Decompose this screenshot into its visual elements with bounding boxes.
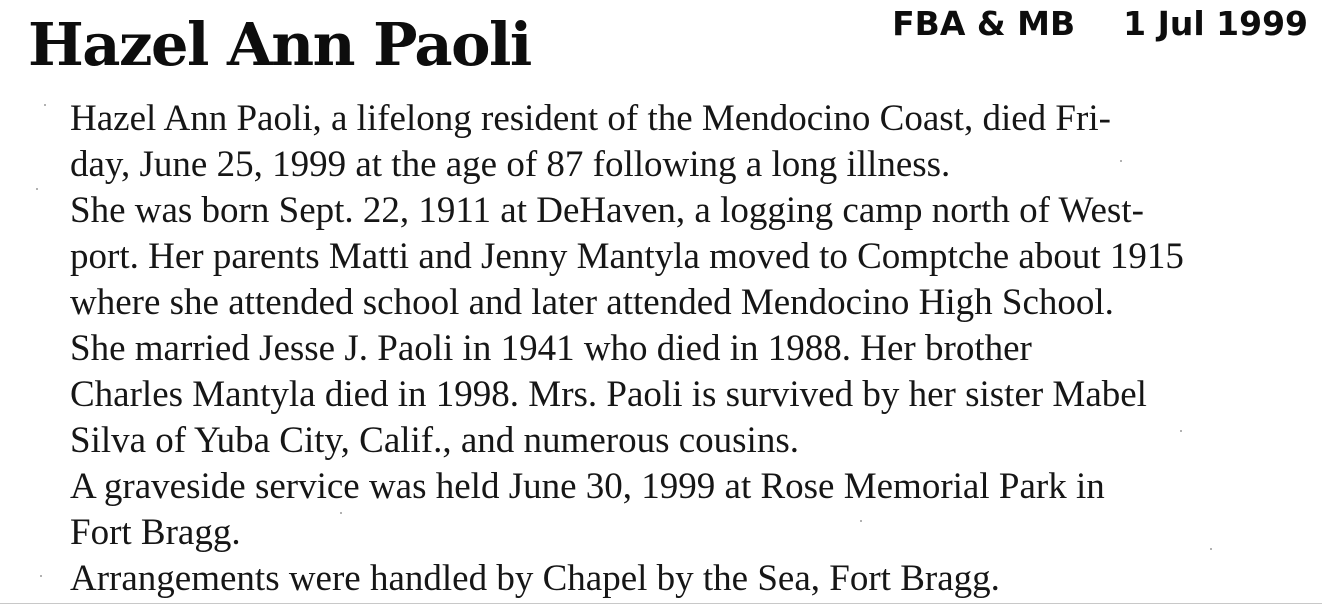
source-label: FBA & MB [892,4,1076,43]
text-line: A graveside service was held June 30, 1999 at Rose Memorial Park in [70,466,1105,507]
text-line: She was born Sept. 22, 1911 at DeHaven, a logging camp north of West- [70,190,1144,231]
paragraph-arrangements [30,556,1280,602]
handwritten-annotation [892,4,1308,44]
text-line: day, June 25, 1999 at the age of 87 following a long illness. [70,144,951,185]
text-line: port. Her parents Matti and Jenny Mantyla moved to Comptche about 1915 [70,236,1184,277]
scan-speck [340,512,342,514]
scan-speck [40,575,42,577]
text-line: Fort Bragg. [70,512,241,553]
clipping-edge [0,603,1322,604]
headline: Hazel Ann Paoli [28,10,531,79]
text-line: Arrangements were handled by Chapel by the Sea, Fort Bragg. [70,558,1000,599]
scan-speck [1210,548,1212,550]
text-line: Charles Mantyla died in 1998. Mrs. Paoli is survived by her sister Mabel [70,374,1147,415]
paragraph-family [30,326,1280,464]
obituary-body [30,96,1280,602]
text-line: She married Jesse J. Paoli in 1941 who died in 1988. Her brother [70,328,1032,369]
date-label: 1 Jul 1999 [1123,4,1308,43]
paragraph-birth [30,188,1280,326]
scan-speck [1120,160,1122,162]
text-line: Silva of Yuba City, Calif., and numerous cousins. [70,420,799,461]
text-line: where she attended school and later attended Mendocino High School. [70,282,1114,323]
scan-speck [1180,430,1182,432]
scan-speck [860,520,862,522]
paragraph-service [30,464,1280,556]
scan-speck [44,104,46,106]
scan-speck [36,188,38,190]
text-line: Hazel Ann Paoli, a lifelong resident of the Mendocino Coast, died Fri- [70,98,1111,139]
paragraph-death-notice [30,96,1280,188]
